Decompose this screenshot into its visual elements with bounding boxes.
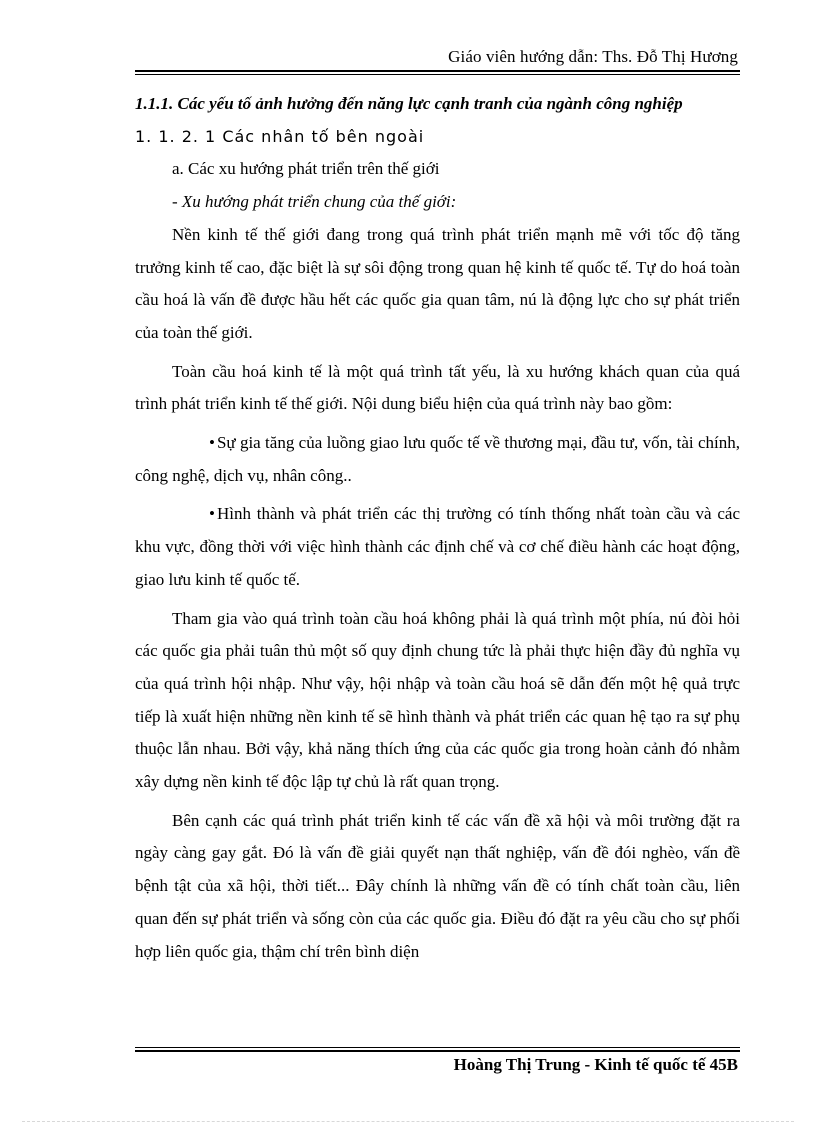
- bullet-text: Hình thành và phát triển các thị trường có tính thống nhất toàn cầu và các khu vực, đồng thời với việc hình thành các định chế và cơ chế điều hành các hoạt động, giao lưu kinh tế quốc tế.: [135, 504, 740, 589]
- bullet-icon: •: [209, 504, 215, 524]
- paragraph-integration: Tham gia vào quá trình toàn cầu hoá không phải là quá trình một phía, nú đòi hỏi các quốc gia phải tuân thủ một số quy định chung tức là phải thực hiện đầy đủ nghĩa vụ của quá trình hội nhập. Như vậy, hội nhập và toàn cầu hoá sẽ dẫn đến một hệ quả trực tiếp là xuất hiện những nền kinh tế sẽ hình thành và phát triển các quan hệ tạo ra sự phụ thuộc lẫn nhau. Bởi vậy, khả năng thích ứng của các quốc gia trong hoàn cảnh đó nhằm xây dựng nền kinh tế độc lập tự chủ là rất quan trọng.: [135, 608, 740, 792]
- footer-rule-thin: [135, 1047, 740, 1048]
- item-heading-a: a. Các xu hướng phát triển trên thế giới: [172, 159, 440, 179]
- document-body: [135, 88, 740, 968]
- bullet-text: Sự gia tăng của luồng giao lưu quốc tế về thương mại, đầu tư, vốn, tài chính, công nghệ, dịch vụ, nhân công..: [135, 433, 740, 485]
- paragraph-social-issues: Bên cạnh các quá trình phát triển kinh tế các vấn đề xã hội và môi trường đặt ra ngày càng gay gắt. Đó là vấn đề giải quyết nạn thất nghiệp, vấn đề đói nghèo, vấn đề bệnh tật của xã hội, thời tiết... Đây chính là những vấn đề có tính chất toàn cầu, liên quan đến sự phát triển và sống còn của các quốc gia. Điều đó đặt ra yêu cầu cho sự phối hợp liên quốc gia, thậm chí trên bình diện: [135, 810, 740, 961]
- bullet-icon: •: [209, 433, 215, 453]
- header-rule-thin: [135, 74, 740, 75]
- bullet-item: [135, 498, 740, 596]
- paragraph-world-economy: Nền kinh tế thế giới đang trong quá trình phát triển mạnh mẽ với tốc độ tăng trưởng kinh tế cao, đặc biệt là sự sôi động trong quan hệ kinh tế quốc tế. Tự do hoá toàn cầu hoá là vấn đề được hầu hết các quốc gia quan tâm, nú là động lực cho sự phát triển của toàn thế giới.: [135, 224, 740, 342]
- section-heading: 1.1.1. Các yếu tố ảnh hưởng đến năng lực cạnh tranh của ngành công nghiệp: [135, 94, 683, 113]
- page-header: Giáo viên hướng dẫn: Ths. Đỗ Thị Hương: [448, 47, 738, 66]
- dash-item-heading: - Xu hướng phát triển chung của thế giới:: [172, 192, 457, 212]
- bullet-item: [135, 427, 740, 492]
- subsection-heading: 1. 1. 2. 1 Các nhân tố bên ngoài: [135, 126, 425, 146]
- paragraph-globalization: Toàn cầu hoá kinh tế là một quá trình tất yếu, là xu hướng khách quan của quá trình phát triển kinh tế thế giới. Nội dung biểu hiện của quá trình này bao gồm:: [135, 361, 740, 414]
- page-edge-divider: [22, 1121, 794, 1122]
- page-footer: Hoàng Thị Trung - Kinh tế quốc tế 45B: [453, 1055, 738, 1074]
- header-rule-thick: [135, 70, 740, 72]
- footer-rule-thick: [135, 1050, 740, 1052]
